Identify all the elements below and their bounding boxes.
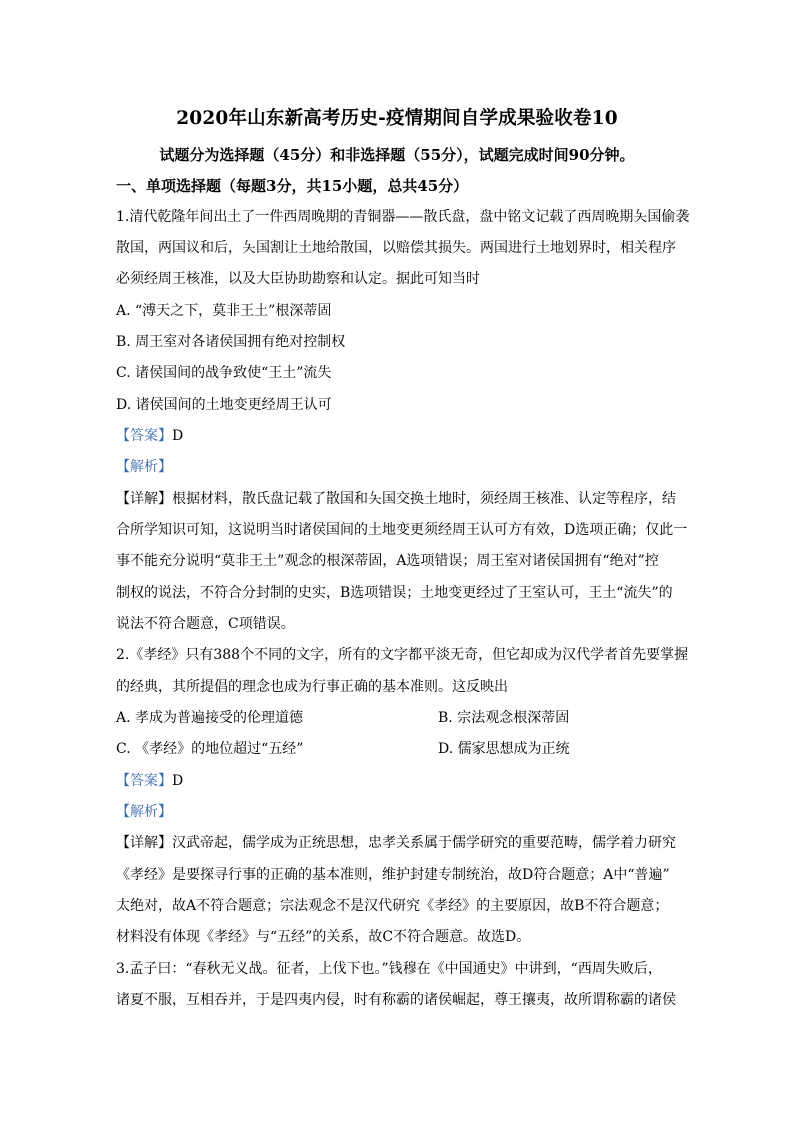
q2-option-c: C. 《孝经》的地位超过“五经” <box>116 741 304 757</box>
q2-option-b: B. 宗法观念根深蒂固 <box>438 710 570 726</box>
exam-instructions: 试题分为选择题（45分）和非选择题（55分），试题完成时间90分钟。 <box>159 146 635 164</box>
analysis-tag: 【解析】 <box>116 459 172 475</box>
q1-option-c: C. 诸侯国间的战争致使“王土”流失 <box>116 365 332 381</box>
q2-detail-line: 材料没有体现《孝经》与“五经”的关系，故C不符合题意。故选D。 <box>116 929 531 945</box>
analysis-tag: 【解析】 <box>116 804 172 820</box>
answer-value: D <box>172 428 184 444</box>
q1-detail-line: 说法不符合题意，C项错误。 <box>116 616 295 632</box>
q1-detail-line <box>116 489 686 509</box>
q1-stem-line: 1.清代乾隆年间出土了一件西周晚期的青铜器——散氏盘，盘中铭文记载了西周晚期夨国偷袭 <box>116 209 690 225</box>
answer-tag: 【答案】 <box>116 428 172 444</box>
detail-tag: 【详解】 <box>116 491 172 507</box>
q1-option-d: D. 诸侯国间的土地变更经周王认可 <box>116 397 332 413</box>
q2-detail-line <box>116 833 686 853</box>
q2-analysis-tag <box>116 802 686 822</box>
q2-detail-line: 太绝对，故A不符合题意；宗法观念不是汉代研究《孝经》的主要原因，故B不符合题意； <box>116 898 669 914</box>
q1-detail-line: 合所学知识可知，这说明当时诸侯国间的土地变更须经周王认可方有效，D选项正确；仅此一 <box>116 522 688 538</box>
q2-stem-line: 2.《孝经》只有388个不同的文字，所有的文字都平淡无奇，但它却成为汉代学者首先要掌握 <box>116 647 689 663</box>
section-heading: 一、单项选择题（每题3分，共15小题，总共45分） <box>116 177 469 195</box>
q2-option-d: D. 儒家思想成为正统 <box>438 741 570 757</box>
q3-stem-line: 3.孟子曰：“春秋无义战。征者，上伐下也。”钱穆在《中国通史》中讲到，“西周失败后， <box>116 961 662 977</box>
q1-stem-line: 必须经周王核准，以及大臣协助勘察和认定。据此可知当时 <box>116 271 480 287</box>
detail-tag: 【详解】 <box>116 835 172 851</box>
q1-analysis-tag <box>116 457 686 477</box>
page-title: 2020年山东新高考历史-疫情期间自学成果验收卷10 <box>176 108 618 129</box>
q2-answer <box>116 771 686 791</box>
q2-option-a: A. 孝成为普遍接受的伦理道德 <box>116 710 304 726</box>
q1-option-b: B. 周王室对各诸侯国拥有绝对控制权 <box>116 334 346 350</box>
q1-stem-line: 散国，两国议和后，夨国割让土地给散国，以赔偿其损失。两国进行土地划界时，相关程序 <box>116 240 676 256</box>
detail-text: 汉武帝起，儒学成为正统思想，忠孝关系属于儒学研究的重要范畴，儒学着力研究 <box>172 835 676 851</box>
detail-text: 根据材料，散氏盘记载了散国和夨国交换土地时，须经周王核准、认定等程序，结 <box>172 491 676 507</box>
q1-detail-line: 事不能充分说明“莫非王土”观念的根深蒂固，A选项错误；周王室对诸侯国拥有“绝对”控 <box>116 553 659 569</box>
q3-stem-line: 诸夏不服，互相吞并，于是四夷内侵，时有称霸的诸侯崛起，尊王攘夷，故所谓称霸的诸侯 <box>116 992 676 1008</box>
answer-tag: 【答案】 <box>116 773 172 789</box>
q1-detail-line: 制权的说法，不符合分封制的史实，B选项错误；土地变更经过了王室认可，王土“流失”的 <box>116 585 673 601</box>
q2-detail-line: 《孝经》是要探寻行事的正确的基本准则，维护封建专制统治，故D符合题意；A中“普遍” <box>116 867 670 883</box>
answer-value: D <box>172 773 184 789</box>
q2-stem-line: 的经典，其所提倡的理念也成为行事正确的基本准则。这反映出 <box>116 679 508 695</box>
q1-answer <box>116 426 686 446</box>
q1-option-a: A. “溥天之下，莫非王土”根深蒂固 <box>116 303 332 319</box>
